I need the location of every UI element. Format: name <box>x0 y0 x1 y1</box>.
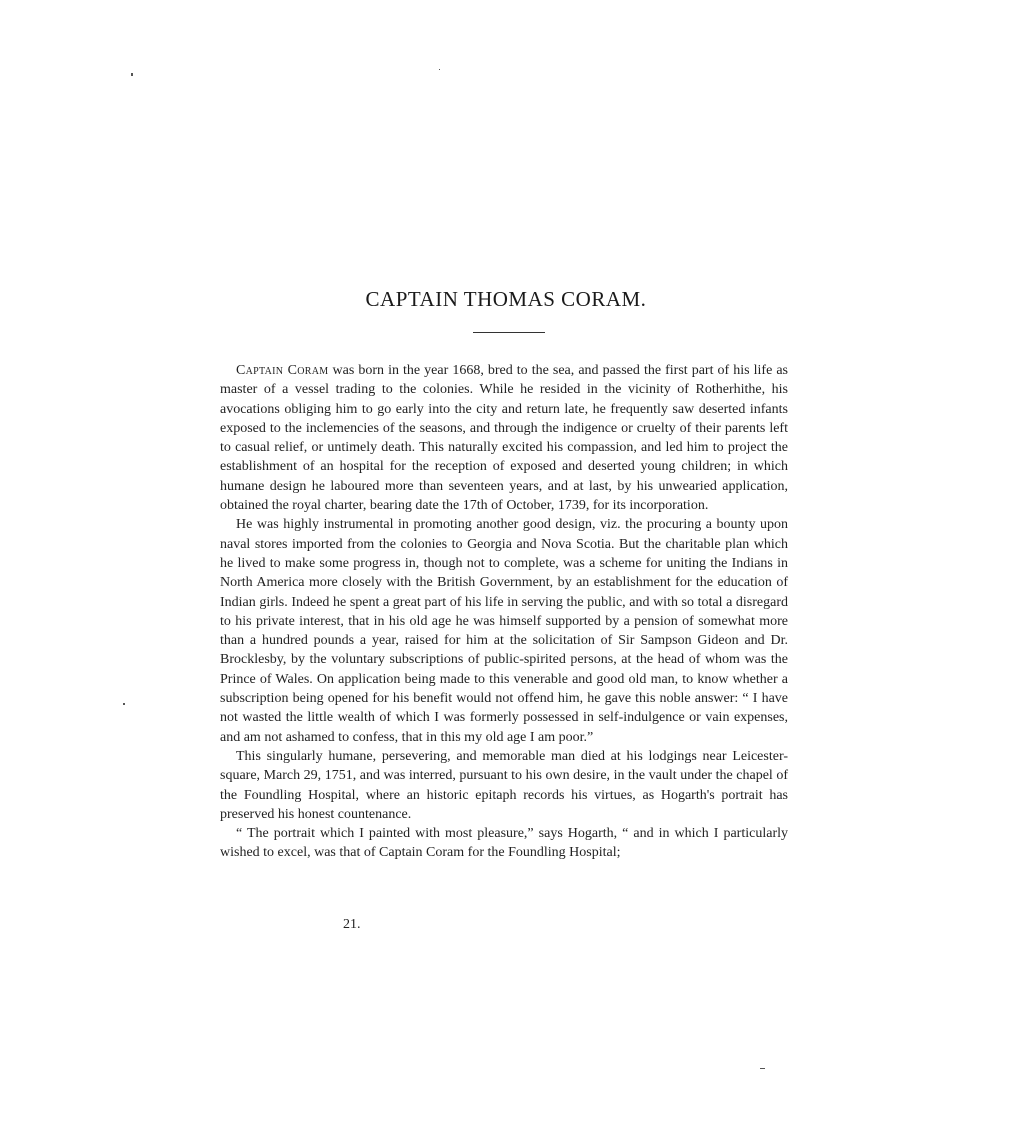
page-title: CAPTAIN THOMAS CORAM. <box>365 287 647 311</box>
paragraph-text: was born in the year 1668, bred to the sea, and passed the first part of his life as master of a vessel trading to the colonies. While he resided in the vicinity of Rotherhithe, his avocations obliging him to go early into the city and return late, he frequently saw deserted infants exposed to the inclemencies of the seasons, and through the indigence or cruelty of their parents left to casual relief, or untimely death. This naturally excited his compassion, and led him to project the establishment of an hospital for the reception of exposed and deserted young children; in which humane design he laboured more than seventeen years, and at last, by his unwearied application, obtained the royal charter, bearing date the 17th of October, 1739, for its incorporation. <box>220 363 788 514</box>
paragraph-text: This singularly humane, persevering, and memorable man died at his lodgings near Leicester-square, March 29, 1751, and was interred, pursuant to his own desire, in the vault under the chapel of the Foundling Hospital, where an historic epitaph records his virtues, as Hogarth's portrait has preserved his honest countenance. <box>220 748 788 822</box>
scan-speck <box>123 703 125 705</box>
paragraph <box>220 747 788 824</box>
signature-mark: 21. <box>343 917 361 932</box>
paragraph-text: He was highly instrumental in promoting another good design, viz. the procuring a bounty upon naval stores imported from the colonies to Georgia and Nova Scotia. But the charitable plan which he lived to make some progress in, though not to complete, was a scheme for uniting the Indians in North America more closely with the British Government, by an establishment for the education of Indian girls. Indeed he spent a great part of his life in serving the public, and with so total a disregard to his private interest, that in his old age he was himself supported by a pension of somewhat more than a hundred pounds a year, raised for him at the solicitation of Sir Sampson Gideon and Dr. Brocklesby, by the voluntary subscriptions of public-spirited persons, at the head of whom was the Prince of Wales. On application being made to this venerable and good old man, to know whether a subscription being opened for his benefit would not offend him, he gave this noble answer: “ I have not wasted the little wealth of which I was formerly possessed in self-indulgence or vain expenses, and am not ashamed to confess, that in this my old age I am poor.” <box>220 517 788 745</box>
article-body <box>220 361 788 863</box>
paragraph <box>220 824 788 863</box>
scan-speck <box>131 73 133 76</box>
paragraph-lead: Captain Coram <box>236 363 329 378</box>
scan-speck <box>439 69 440 70</box>
paragraph <box>220 515 788 747</box>
title-rule <box>473 332 545 333</box>
paragraph-text: “ The portrait which I painted with most pleasure,” says Hogarth, “ and in which I particularly wished to excel, was that of Captain Coram for the Foundling Hospital; <box>220 826 788 861</box>
paragraph <box>220 361 788 515</box>
scan-speck <box>760 1068 765 1069</box>
